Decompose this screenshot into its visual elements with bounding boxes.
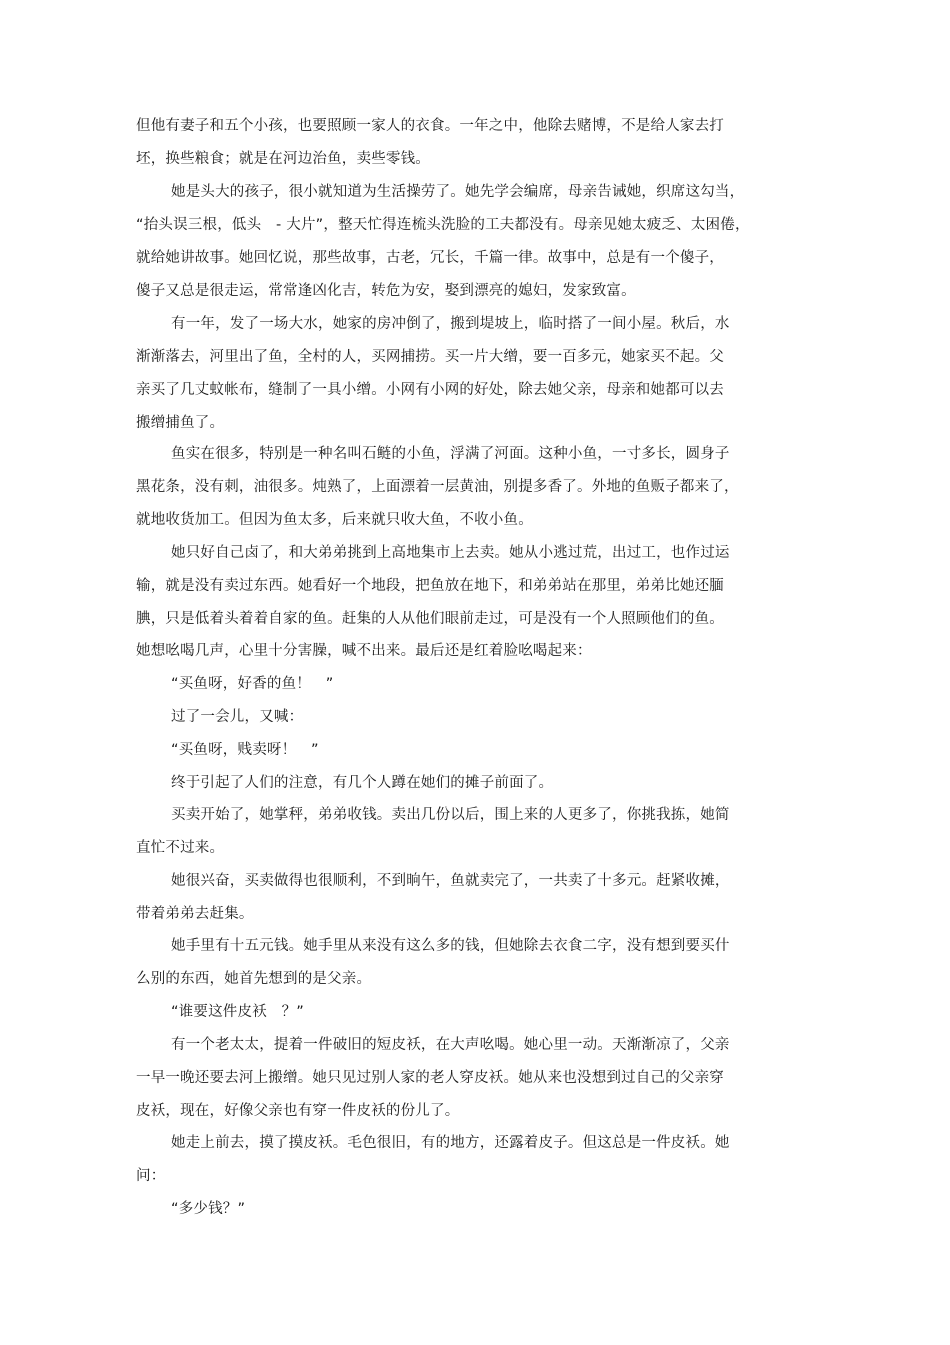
text-line: “多少钱？” bbox=[171, 1201, 246, 1217]
text-line: 有一个老太太，提着一件破旧的短皮袄，在大声吆喝。她心里一动。天渐渐凉了，父亲 bbox=[171, 1037, 730, 1053]
text-line: 就地收货加工。但因为鱼太多，后来就只收大鱼，不收小鱼。 bbox=[136, 512, 533, 528]
text-line: 鱼实在很多，特别是一种名叫石鲢的小鱼，浮满了河面。这种小鱼，一寸多长，圆身子 bbox=[171, 446, 730, 462]
text-line: 黑花条，没有刺，油很多。炖熟了，上面漂着一层黄油，别提多香了。外地的鱼贩子都来了， bbox=[136, 479, 739, 495]
text-line: 带着弟弟去赶集。 bbox=[136, 906, 254, 922]
text-line: 就给她讲故事。她回忆说，那些故事，古老，冗长，千篇一律。故事中，总是有一个傻子， bbox=[136, 250, 724, 266]
text-line: 一早一晚还要去河上搬缯。她只见过别人家的老人穿皮袄。她从来也没想到过自己的父亲穿 bbox=[136, 1070, 724, 1086]
text-line: 渐渐落去，河里出了鱼，全村的人，买网捕捞。买一片大缯，要一百多元，她家买不起。父 bbox=[136, 349, 724, 365]
text-line: 买卖开始了，她掌秤，弟弟收钱。卖出几份以后，围上来的人更多了，你挑我拣，她简 bbox=[171, 807, 730, 823]
text-line: 有一年，发了一场大水，她家的房冲倒了，搬到堤坡上，临时搭了一间小屋。秋后，水 bbox=[171, 316, 730, 332]
text-line: 么别的东西，她首先想到的是父亲。 bbox=[136, 971, 372, 987]
text-line: 她是头大的孩子，很小就知道为生活操劳了。她先学会编席，母亲告诫她，织席这勾当， bbox=[171, 184, 745, 200]
text-line: “谁要这件皮袄 ？” bbox=[171, 1004, 305, 1020]
text-line: “抬头误三根，低头 - 大片”，整天忙得连梳头洗脸的工夫都没有。母亲见她太疲乏、太困倦， bbox=[136, 217, 750, 233]
text-line: 腆，只是低着头着着自家的鱼。赶集的人从他们眼前走过，可是没有一个人照顾他们的鱼。 bbox=[136, 611, 724, 627]
text-line: 输，就是没有卖过东西。她看好一个地段，把鱼放在地下，和弟弟站在那里，弟弟比她还腼 bbox=[136, 578, 724, 594]
text-line: 但他有妻子和五个小孩，也要照顾一家人的衣食。一年之中，他除去赌博，不是给人家去打 bbox=[136, 118, 724, 134]
text-line: 坯，换些粮食；就是在河边治鱼，卖些零钱。 bbox=[136, 151, 430, 167]
text-line: “买鱼呀，好香的鱼！ ” bbox=[171, 676, 334, 692]
text-line: 她很兴奋，买卖做得也很顺利，不到晌午，鱼就卖完了，一共卖了十多元。赶紧收摊， bbox=[171, 873, 730, 889]
text-line: 她手里有十五元钱。她手里从来没有这么多的钱，但她除去衣食二字，没有想到要买什 bbox=[171, 938, 730, 954]
text-line: 她想吆喝几声，心里十分害臊，喊不出来。最后还是红着脸吆喝起来： bbox=[136, 643, 592, 659]
text-line: 过了一会儿，又喊： bbox=[171, 709, 304, 725]
text-line: “买鱼呀，贱卖呀！ ” bbox=[171, 742, 319, 758]
text-line: 她走上前去，摸了摸皮袄。毛色很旧，有的地方，还露着皮子。但这总是一件皮袄。她 bbox=[171, 1135, 730, 1151]
text-line: 她只好自己卤了，和大弟弟挑到上高地集市上去卖。她从小逃过荒，出过工，也作过运 bbox=[171, 545, 730, 561]
text-line: 亲买了几丈蚊帐布，缝制了一具小缯。小网有小网的好处，除去她父亲，母亲和她都可以去 bbox=[136, 382, 724, 398]
text-line: 问： bbox=[136, 1168, 166, 1184]
text-line: 终于引起了人们的注意，有几个人蹲在她们的摊子前面了。 bbox=[171, 775, 554, 791]
text-line: 傻子又总是很走运，常常逢凶化吉，转危为安，娶到漂亮的媳妇，发家致富。 bbox=[136, 283, 636, 299]
text-line: 皮袄，现在，好像父亲也有穿一件皮袄的份儿了。 bbox=[136, 1103, 460, 1119]
text-line: 直忙不过来。 bbox=[136, 840, 225, 856]
text-line: 搬缯捕鱼了。 bbox=[136, 415, 225, 431]
